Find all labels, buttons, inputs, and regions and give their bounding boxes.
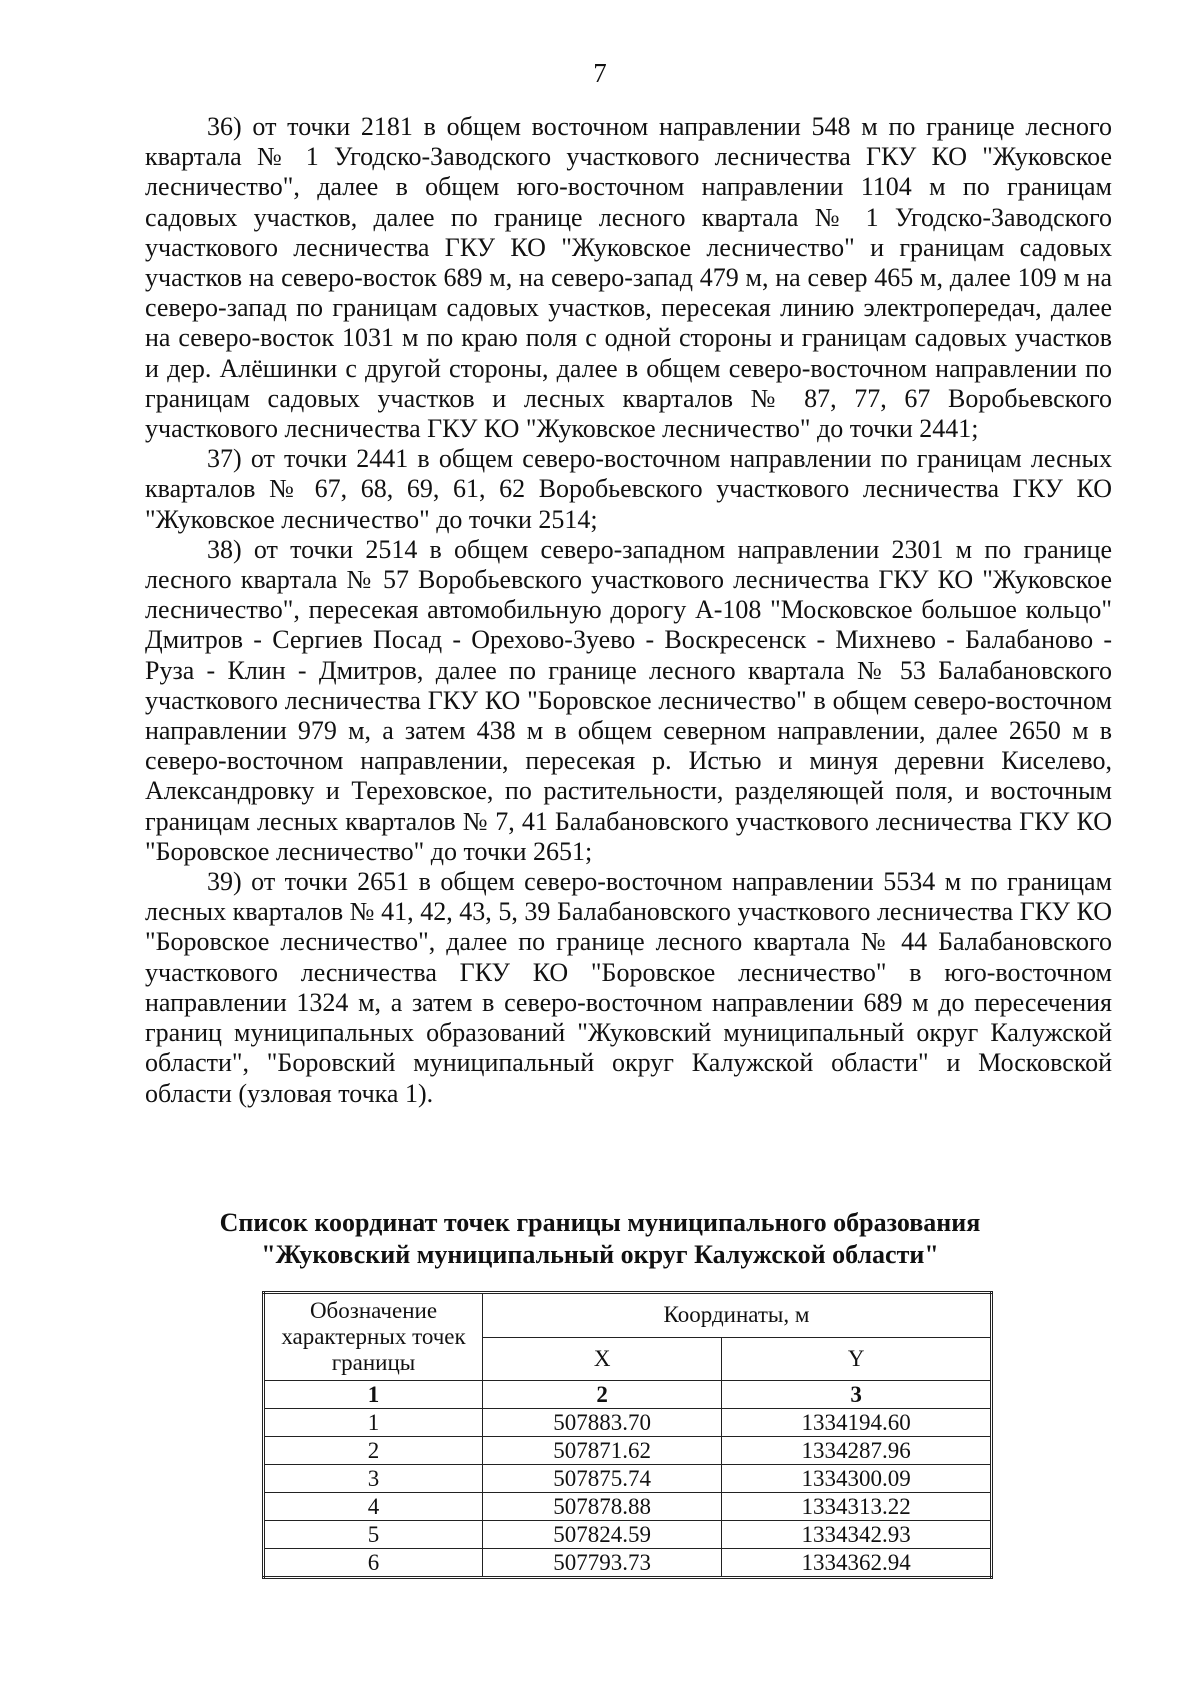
cell-y: 1334287.96 xyxy=(722,1437,992,1465)
header-point-designation: Обозначение характерных точек границы xyxy=(264,1293,483,1381)
table-header-row xyxy=(264,1293,992,1338)
boundary-description xyxy=(145,112,1112,1109)
paragraph-37: 37) от точки 2441 в общем северо-восточном направлении по границам лесных кварталов № 67, 68, 69, 61, 62 Воробьевского участкового лесничества ГКУ КО "Жуковское лесничество" до точки 2514; xyxy=(145,444,1112,534)
list-title-line-2: "Жуковский муниципальный округ Калужской области" xyxy=(261,1240,939,1269)
cell-point: 2 xyxy=(264,1437,483,1465)
cell-point: 3 xyxy=(264,1465,483,1493)
header-coordinates: Координаты, м xyxy=(483,1293,992,1338)
cell-x: 507875.74 xyxy=(483,1465,722,1493)
list-title-line-1: Список координат точек границы муниципального образования xyxy=(219,1208,981,1237)
paragraph-39: 39) от точки 2651 в общем северо-восточном направлении 5534 м по границам лесных кварталов № 41, 42, 43, 5, 39 Балабановского участкового лесничества ГКУ КО "Боровское лесничество", далее по границе лесного квартала № 44 Балабановского участкового лесничества ГКУ КО "Боровское лесничество" в юго-восточном направлении 1324 м, а затем в северо-восточном направлении 689 м до пересечения границ муниципальных образований "Жуковский муниципальный округ Калужской области", "Боровский муниципальный округ Калужской области" и Московской области (узловая точка 1). xyxy=(145,867,1112,1108)
cell-y: 1334194.60 xyxy=(722,1409,992,1437)
table-row xyxy=(264,1493,992,1521)
table-row xyxy=(264,1521,992,1549)
cell-point: 6 xyxy=(264,1549,483,1578)
cell-point: 5 xyxy=(264,1521,483,1549)
cell-point: 4 xyxy=(264,1493,483,1521)
cell-y: 1334342.93 xyxy=(722,1521,992,1549)
cell-x: 507871.62 xyxy=(483,1437,722,1465)
cell-y: 1334313.22 xyxy=(722,1493,992,1521)
cell-point: 1 xyxy=(264,1409,483,1437)
header-x: X xyxy=(483,1337,722,1380)
table-row xyxy=(264,1437,992,1465)
table-row xyxy=(264,1409,992,1437)
column-number: 2 xyxy=(483,1381,722,1409)
table-row xyxy=(264,1465,992,1493)
cell-x: 507793.73 xyxy=(483,1549,722,1578)
column-number: 3 xyxy=(722,1381,992,1409)
table-row xyxy=(264,1549,992,1578)
header-y: Y xyxy=(722,1337,992,1380)
column-number-row xyxy=(264,1381,992,1409)
cell-y: 1334300.09 xyxy=(722,1465,992,1493)
coordinates-table xyxy=(262,1291,993,1579)
cell-x: 507883.70 xyxy=(483,1409,722,1437)
paragraph-36: 36) от точки 2181 в общем восточном направлении 548 м по границе лесного квартала № 1 Угодско-Заводского участкового лесничества ГКУ КО "Жуковское лесничество", далее в общем юго-восточном направлении 1104 м по границам садовых участков, далее по границе лесного квартала № 1 Угодско-Заводского участкового лесничества ГКУ КО "Жуковское лесничество" и границам садовых участков на северо-восток 689 м, на северо-запад 479 м, на север 465 м, далее 109 м на северо-запад по границам садовых участков, пересекая линию электропередач, далее на северо-восток 1031 м по краю поля с одной стороны и границам садовых участков и дер. Алёшинки с другой стороны, далее в общем северо-восточном направлении по границам садовых участков и лесных кварталов № 87, 77, 67 Воробьевского участкового лесничества ГКУ КО "Жуковское лесничество" до точки 2441; xyxy=(145,112,1112,444)
cell-x: 507878.88 xyxy=(483,1493,722,1521)
cell-y: 1334362.94 xyxy=(722,1549,992,1578)
page-number: 7 xyxy=(593,58,607,88)
coordinates-list-title xyxy=(0,1207,1200,1271)
column-number: 1 xyxy=(264,1381,483,1409)
paragraph-38: 38) от точки 2514 в общем северо-западном направлении 2301 м по границе лесного квартала № 57 Воробьевского участкового лесничества ГКУ КО "Жуковское лесничество", пересекая автомобильную дорогу А-108 "Московское большое кольцо" Дмитров - Сергиев Посад - Орехово-Зуево - Воскресенск - Михнево - Балабаново - Руза - Клин - Дмитров, далее по границе лесного квартала № 53 Балабановского участкового лесничества ГКУ КО "Боровское лесничество" в общем северо-восточном направлении 979 м, а затем 438 м в общем северном направлении, далее 2650 м в северо-восточном направлении, пересекая р. Истью и минуя деревни Киселево, Александровку и Тереховское, по растительности, разделяющей поля, и восточным границам лесных кварталов № 7, 41 Балабановского участкового лесничества ГКУ КО "Боровское лесничество" до точки 2651; xyxy=(145,534,1112,866)
cell-x: 507824.59 xyxy=(483,1521,722,1549)
